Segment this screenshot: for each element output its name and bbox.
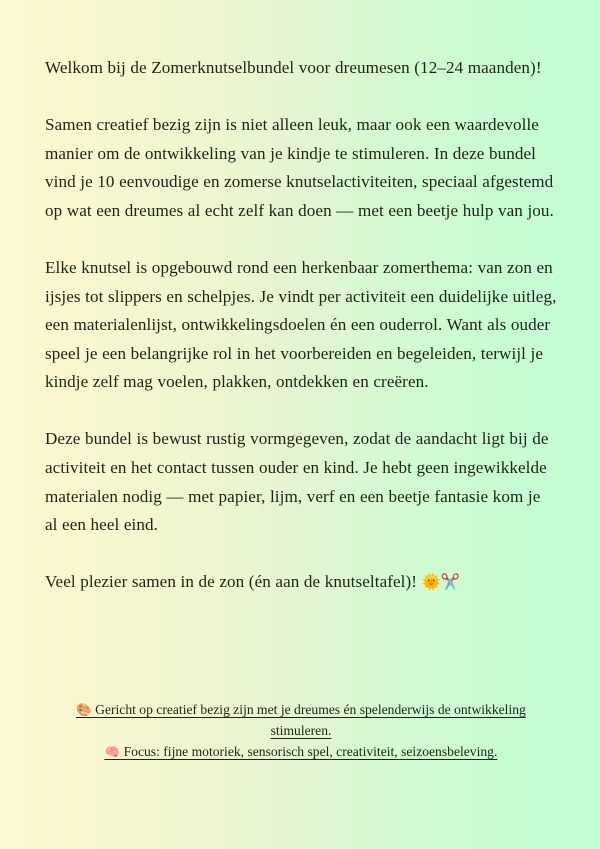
- footer-line-gericht-op: [45, 700, 557, 741]
- artist-palette-icon: 🎨: [76, 702, 92, 717]
- document-footer: [45, 700, 557, 762]
- footer-line-focus: [45, 742, 557, 763]
- footer-gericht-op-text: Gericht op creatief bezig zijn met je dreumes én spelenderwijs de ontwikkeling stimuleren.: [91, 702, 526, 738]
- brain-icon: 🧠: [104, 743, 121, 759]
- document-body: [45, 54, 557, 597]
- intro-heading: Welkom bij de Zomerknutselbundel voor dreumesen (12–24 maanden)!: [45, 58, 542, 77]
- paragraph-samen-creatief: Samen creatief bezig zijn is niet alleen leuk, maar ook een waardevolle manier om de ontwikkeling van je kindje te stimuleren. In deze bundel vind je 10 eenvoudige en zomerse knutselactiviteiten, speciaal afgestemd op wat een dreumes al echt zelf kan doen — met een beetje hulp van jou.: [45, 115, 554, 220]
- paragraph-veel-plezier-text: Veel plezier samen in de zon (én aan de knutseltafel)!: [45, 572, 422, 592]
- paragraph-zomerthema: Elke knutsel is opgebouwd rond een herkenbaar zomerthema: van zon en ijsjes tot slippers en schelpjes. Je vindt per activiteit een duidelijke uitleg, een materialenlijst, ontwikkelingsdoelen én een ouderrol. Want als ouder speel je een belangrijke rol in het voorbereiden en begeleiden, terwijl je kindje zelf mag voelen, plakken, ontdekken en creëren.: [45, 257, 557, 392]
- footer-focus-text: Focus: fijne motoriek, sensorisch spel, creativiteit, seizoensbeleving.: [120, 743, 498, 759]
- paragraph-rustig-vormgegeven: Deze bundel is bewust rustig vormgegeven, zodat de aandacht ligt bij de activiteit en het contact tussen ouder en kind. Je hebt geen ingewikkelde materialen nodig — met papier, lijm, verf en een beetje fantasie kom je al een heel eind.: [45, 429, 549, 535]
- paragraph-veel-plezier: [45, 568, 557, 597]
- sun-and-scissors-icon: 🌞✂️: [421, 573, 461, 592]
